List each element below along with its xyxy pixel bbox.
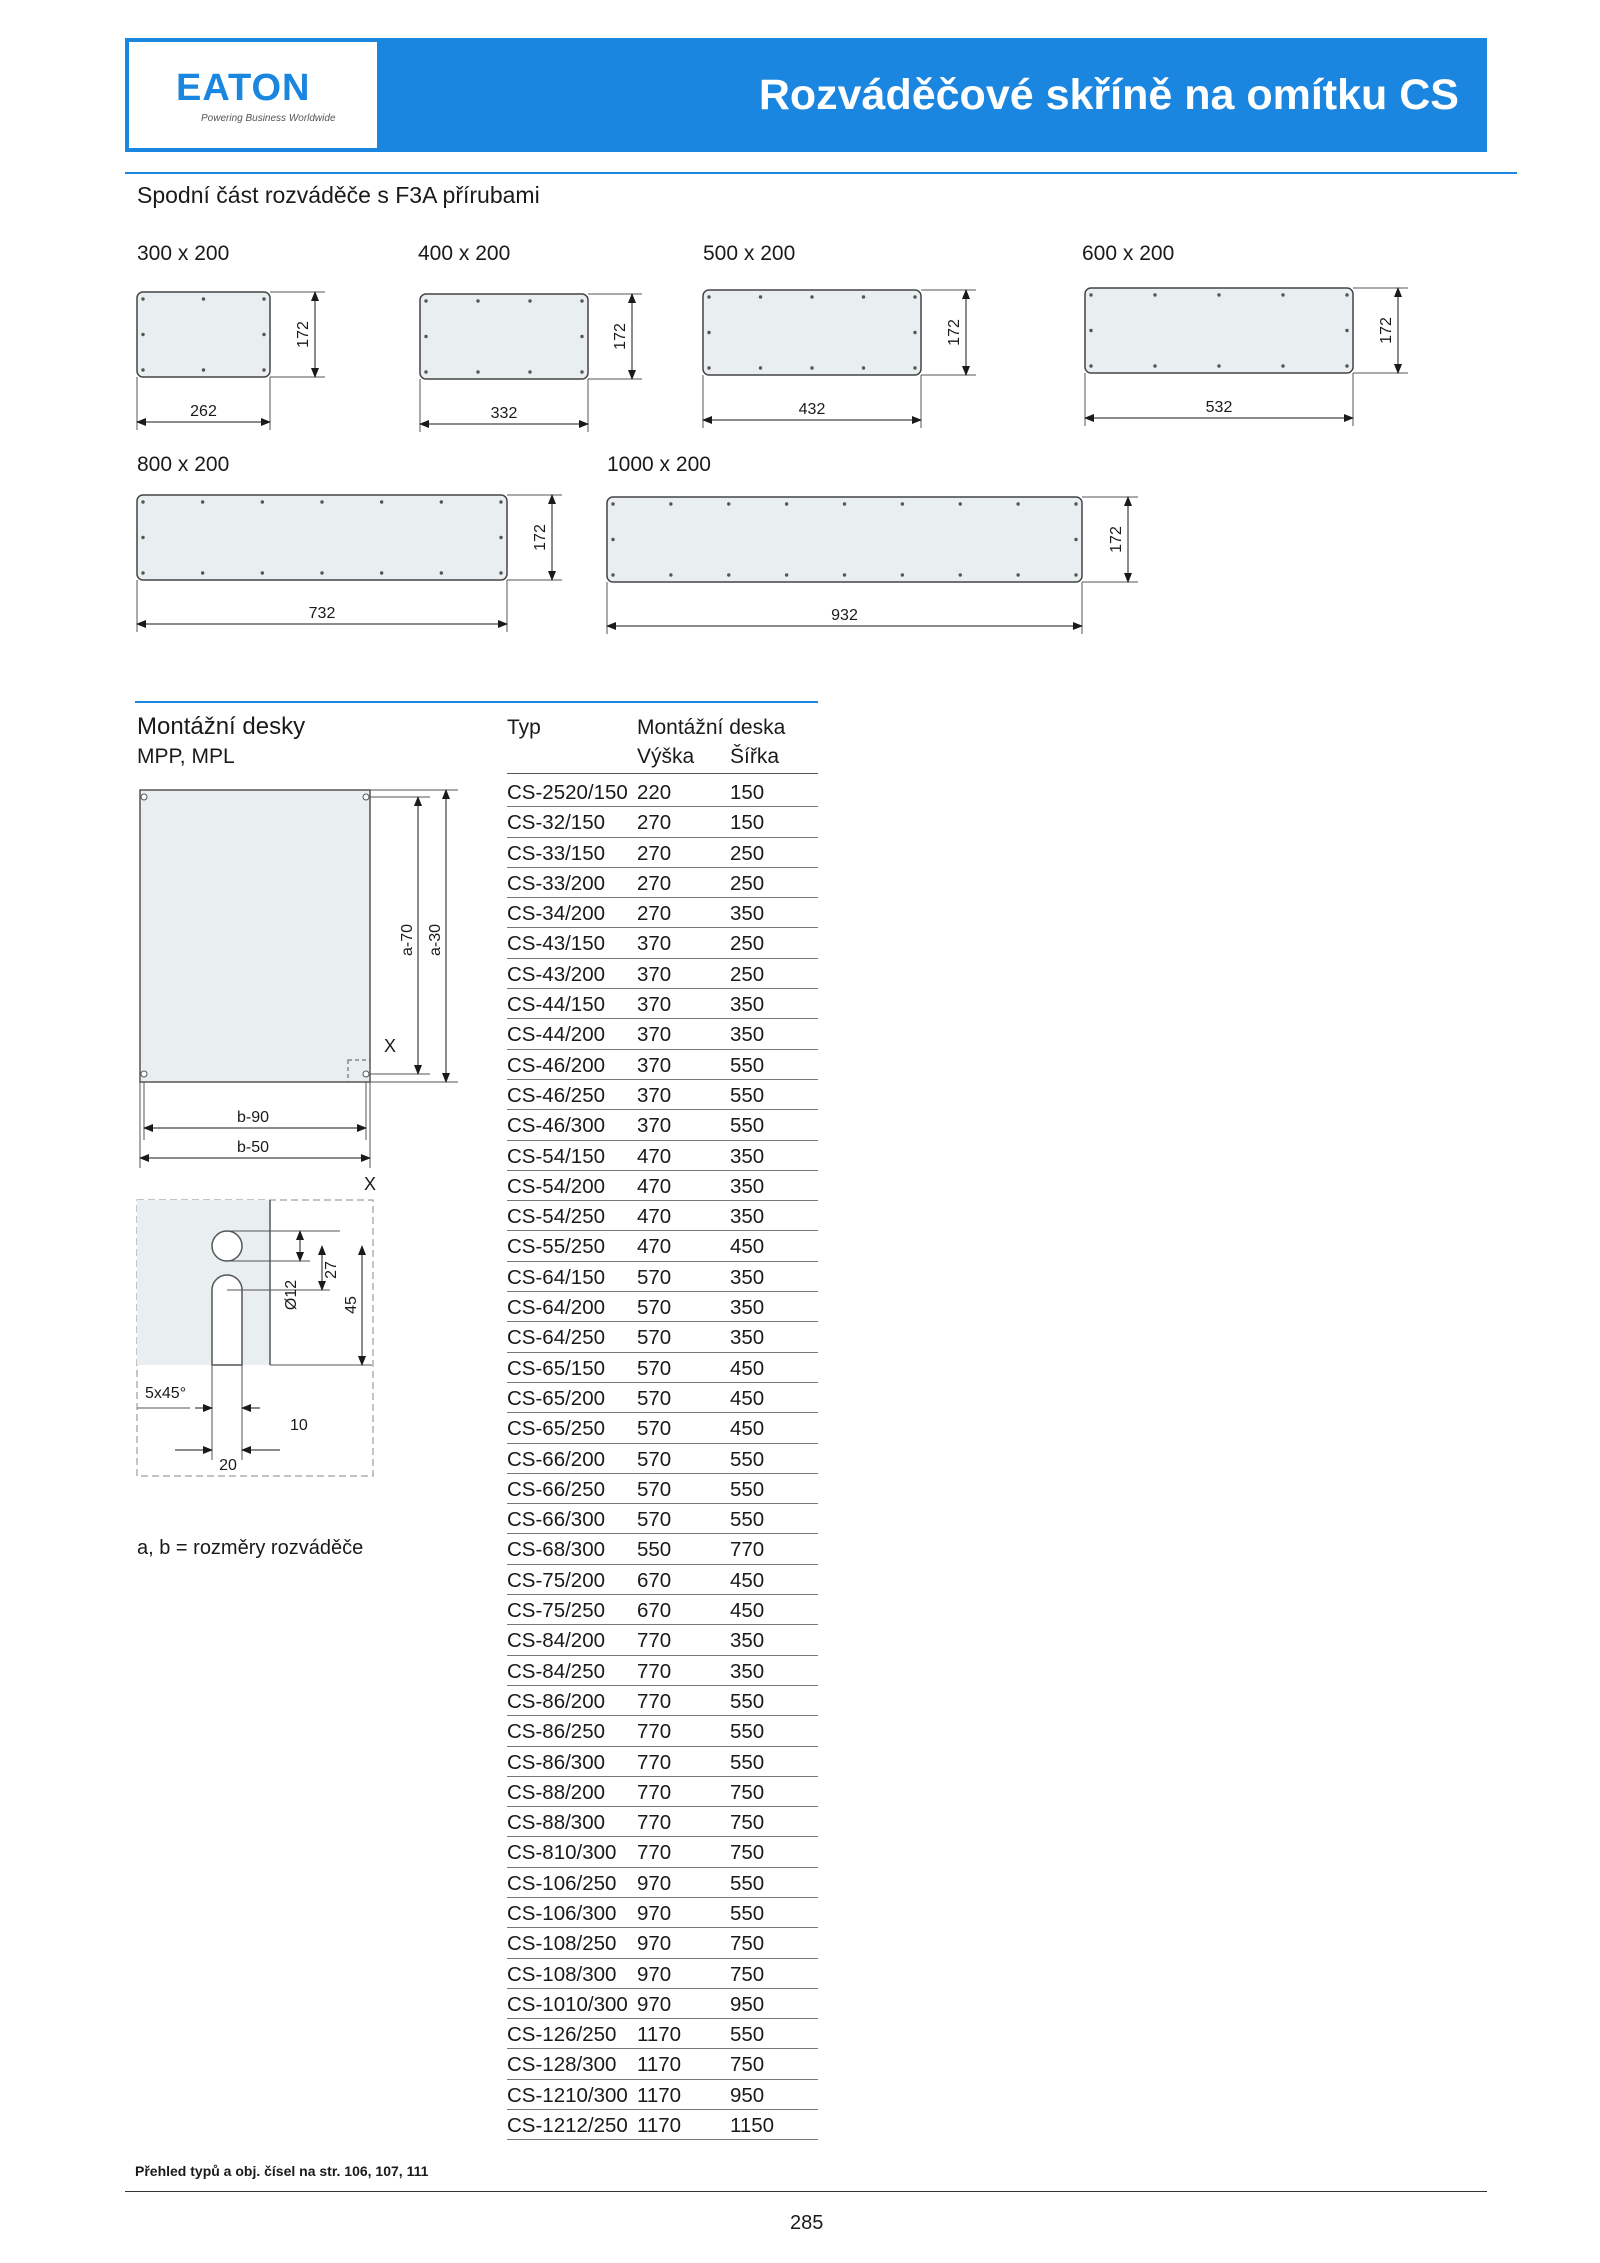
cell-type: CS-810/300 (507, 1841, 617, 1865)
cell-type: CS-1010/300 (507, 1992, 628, 2016)
cell-height: 570 (637, 1447, 672, 1471)
detail-label-x: X (364, 1174, 377, 1194)
table-row (507, 868, 818, 898)
bottom-panel-3 (1085, 288, 1408, 426)
cell-width: 350 (730, 1326, 765, 1350)
table-row (507, 1413, 818, 1443)
cell-type: CS-75/250 (507, 1599, 606, 1623)
cell-width: 250 (730, 932, 765, 956)
col-header-group: Montážní deska (637, 716, 786, 739)
table-row (507, 1171, 818, 1201)
cell-type: CS-33/200 (507, 871, 606, 895)
cell-type: CS-75/200 (507, 1568, 606, 1592)
cell-width: 350 (730, 1659, 765, 1683)
table-row (507, 1141, 818, 1171)
cell-height: 970 (637, 1962, 672, 1986)
table-row (507, 838, 818, 868)
panel-label-600: 600 x 200 (1082, 242, 1175, 265)
table-row (507, 1686, 818, 1716)
cell-type: CS-65/200 (507, 1386, 606, 1410)
cell-type: CS-32/150 (507, 811, 606, 835)
panel-width-label: 432 (798, 401, 826, 418)
cell-type: CS-86/250 (507, 1720, 606, 1744)
cell-height: 570 (637, 1417, 672, 1441)
cell-height: 970 (637, 1932, 672, 1956)
cell-height: 470 (637, 1174, 672, 1198)
cell-type: CS-43/200 (507, 962, 606, 986)
cell-height: 570 (637, 1296, 672, 1320)
panel-outline (1085, 288, 1353, 373)
cell-type: CS-126/250 (507, 2023, 617, 2047)
cell-width: 450 (730, 1356, 765, 1380)
cell-width: 350 (730, 1174, 765, 1198)
cell-height: 370 (637, 1053, 672, 1077)
cell-height: 770 (637, 1720, 672, 1744)
panel-label-1000: 1000 x 200 (607, 453, 711, 476)
panel-height-label: 172 (295, 321, 312, 348)
col-header-type: Typ (507, 716, 541, 739)
table-row (507, 1292, 818, 1322)
panel-label-800: 800 x 200 (137, 453, 230, 476)
table-row (507, 1747, 818, 1777)
cell-height: 370 (637, 1023, 672, 1047)
cell-width: 750 (730, 1811, 765, 1835)
dim-d10: 10 (290, 1417, 308, 1434)
panel-width-label: 732 (308, 605, 336, 622)
mounting-subtitle: MPP, MPL (137, 745, 235, 768)
cell-type: CS-64/200 (507, 1296, 606, 1320)
cell-width: 150 (730, 811, 765, 835)
table-row (507, 1959, 818, 1989)
panel-label-300: 300 x 200 (137, 242, 230, 265)
cell-type: CS-44/200 (507, 1023, 606, 1047)
cell-height: 470 (637, 1144, 672, 1168)
cell-height: 370 (637, 1114, 672, 1138)
cell-width: 350 (730, 1296, 765, 1320)
cell-width: 450 (730, 1235, 765, 1259)
cell-width: 450 (730, 1386, 765, 1410)
table-row (507, 807, 818, 837)
table-row (507, 1534, 818, 1564)
table-row (507, 1080, 818, 1110)
cell-type: CS-46/250 (507, 1083, 606, 1107)
page-number: 285 (790, 2212, 824, 2234)
cell-type: CS-55/250 (507, 1235, 606, 1259)
table-row (507, 1231, 818, 1261)
cell-type: CS-46/300 (507, 1114, 606, 1138)
dim-b50: b-50 (236, 1139, 270, 1156)
cell-height: 770 (637, 1629, 672, 1653)
cell-type: CS-106/250 (507, 1871, 617, 1895)
panel-height-label: 172 (532, 524, 549, 551)
cell-width: 950 (730, 2083, 765, 2107)
cell-type: CS-43/150 (507, 932, 606, 956)
cell-type: CS-65/150 (507, 1356, 606, 1380)
panel-label-500: 500 x 200 (703, 242, 796, 265)
table-row (507, 1322, 818, 1352)
cell-type: CS-106/300 (507, 1901, 617, 1925)
table-row (507, 1262, 818, 1292)
cell-width: 150 (730, 781, 765, 804)
cell-height: 1170 (637, 2083, 682, 2107)
cell-height: 370 (637, 962, 672, 986)
cell-height: 1170 (637, 2053, 682, 2077)
cell-type: CS-1210/300 (507, 2083, 628, 2107)
table-row (507, 2049, 818, 2079)
mounting-plate (140, 790, 370, 1082)
cell-width: 750 (730, 2053, 765, 2077)
cell-width: 750 (730, 1932, 765, 1956)
cell-type: CS-86/200 (507, 1689, 606, 1713)
cell-height: 550 (637, 1538, 672, 1562)
table-row (507, 1504, 818, 1534)
panel-width-label: 262 (190, 403, 217, 420)
cell-width: 550 (730, 1689, 765, 1713)
cell-height: 770 (637, 1659, 672, 1683)
table-row (507, 1595, 818, 1625)
panel-label-400: 400 x 200 (418, 242, 511, 265)
cell-width: 450 (730, 1599, 765, 1623)
panel-height-label: 172 (1378, 317, 1395, 344)
table-row (507, 1625, 818, 1655)
dim-d27: 27 (323, 1261, 340, 1279)
dim-d45: 45 (343, 1296, 360, 1314)
cell-type: CS-33/150 (507, 841, 606, 865)
panel-width-label: 532 (1205, 399, 1233, 416)
cell-type: CS-128/300 (507, 2053, 617, 2077)
label-x: X (384, 1036, 397, 1056)
dim-a70: a-70 (399, 923, 416, 957)
cell-height: 670 (637, 1568, 672, 1592)
cell-type: CS-108/300 (507, 1962, 617, 1986)
cell-width: 350 (730, 1144, 765, 1168)
cell-height: 670 (637, 1599, 672, 1623)
cell-width: 250 (730, 962, 765, 986)
panel-height-label: 172 (1108, 526, 1125, 553)
table-row (507, 1807, 818, 1837)
cell-type: CS-54/200 (507, 1174, 606, 1198)
cell-width: 550 (730, 1750, 765, 1774)
logo-wordmark: EATON (176, 67, 311, 109)
cell-width: 550 (730, 1114, 765, 1138)
cell-height: 270 (637, 871, 672, 895)
cell-width: 550 (730, 1901, 765, 1925)
cell-width: 750 (730, 1780, 765, 1804)
cell-height: 770 (637, 1689, 672, 1713)
cell-type: CS-34/200 (507, 902, 606, 926)
cell-height: 220 (637, 781, 672, 804)
cell-type: CS-84/250 (507, 1659, 606, 1683)
cell-height: 770 (637, 1750, 672, 1774)
cell-width: 1150 (730, 2114, 775, 2138)
cell-height: 570 (637, 1265, 672, 1289)
cell-width: 770 (730, 1538, 765, 1562)
footer-divider (125, 2191, 1487, 2192)
cell-width: 550 (730, 1447, 765, 1471)
table-row (507, 1777, 818, 1807)
table-row (507, 2019, 818, 2049)
table-row (507, 1474, 818, 1504)
cell-height: 570 (637, 1508, 672, 1532)
table-row (507, 1837, 818, 1867)
cell-type: CS-84/200 (507, 1629, 606, 1653)
cell-width: 750 (730, 1841, 765, 1865)
cell-width: 550 (730, 2023, 765, 2047)
cell-width: 350 (730, 1023, 765, 1047)
mounting-title: Montážní desky (137, 713, 306, 740)
cell-height: 970 (637, 1871, 672, 1895)
cell-width: 550 (730, 1508, 765, 1532)
cell-type: CS-88/200 (507, 1780, 606, 1804)
cell-type: CS-44/150 (507, 993, 606, 1017)
cell-width: 350 (730, 1205, 765, 1229)
cell-height: 570 (637, 1386, 672, 1410)
dim-d20: 20 (219, 1457, 237, 1474)
cell-height: 770 (637, 1811, 672, 1835)
table-row (507, 1716, 818, 1746)
cell-type: CS-108/250 (507, 1932, 617, 1956)
dim-chamfer: 5x45° (145, 1385, 187, 1402)
cell-height: 270 (637, 841, 672, 865)
table-row (507, 989, 818, 1019)
cell-type: CS-88/300 (507, 1811, 606, 1835)
cell-height: 570 (637, 1326, 672, 1350)
table-row (507, 1989, 818, 2019)
cell-type: CS-64/150 (507, 1265, 606, 1289)
cell-type: CS-54/150 (507, 1144, 606, 1168)
cell-height: 1170 (637, 2023, 682, 2047)
mounting-plate-table (507, 777, 818, 2140)
dim-b90: b-90 (236, 1109, 270, 1126)
cell-height: 970 (637, 1992, 672, 2016)
col-header-height: Výška (637, 745, 695, 768)
cell-width: 450 (730, 1568, 765, 1592)
table-row (507, 2080, 818, 2110)
logo-tagline: Powering Business Worldwide (201, 113, 336, 124)
cell-width: 250 (730, 871, 765, 895)
table-row (507, 1353, 818, 1383)
table-row (507, 898, 818, 928)
cell-type: CS-64/250 (507, 1326, 606, 1350)
table-row (507, 1565, 818, 1595)
table-row (507, 2110, 818, 2140)
cell-height: 570 (637, 1356, 672, 1380)
panel-width-label: 932 (831, 607, 858, 624)
dim-d12: Ø12 (283, 1279, 300, 1311)
cell-width: 550 (730, 1053, 765, 1077)
table-row (507, 928, 818, 958)
cell-width: 350 (730, 993, 765, 1017)
dim-a30: a-30 (427, 923, 444, 957)
cell-width: 950 (730, 1992, 765, 2016)
cell-width: 550 (730, 1083, 765, 1107)
cell-width: 350 (730, 1265, 765, 1289)
detail-plate-corner (137, 1200, 270, 1365)
cell-type: CS-66/250 (507, 1477, 606, 1501)
cell-type: CS-86/300 (507, 1750, 606, 1774)
table-row (507, 1019, 818, 1049)
panel-height-label: 172 (946, 319, 963, 346)
cell-height: 1170 (637, 2114, 682, 2138)
col-header-width: Šířka (730, 745, 780, 768)
cell-type: CS-1212/250 (507, 2114, 628, 2138)
panel-height-label: 172 (612, 323, 629, 350)
cell-height: 470 (637, 1235, 672, 1259)
footer-note: Přehled typů a obj. čísel na str. 106, 107, 111 (135, 2163, 429, 2179)
table-header-rule (507, 773, 818, 774)
cell-width: 250 (730, 841, 765, 865)
table-row (507, 1928, 818, 1958)
dimension-note: a, b = rozměry rozváděče (137, 1537, 364, 1559)
cell-height: 370 (637, 1083, 672, 1107)
cell-width: 550 (730, 1720, 765, 1744)
page-title: Rozváděčové skříně na omítku CS (758, 71, 1459, 119)
cell-width: 550 (730, 1871, 765, 1895)
cell-type: CS-2520/150 (507, 781, 628, 804)
cell-height: 770 (637, 1780, 672, 1804)
cell-height: 570 (637, 1477, 672, 1501)
cell-width: 550 (730, 1477, 765, 1501)
table-row (507, 1868, 818, 1898)
cell-width: 350 (730, 902, 765, 926)
cell-type: CS-66/300 (507, 1508, 606, 1532)
cell-height: 370 (637, 932, 672, 956)
cell-type: CS-68/300 (507, 1538, 606, 1562)
table-row (507, 1898, 818, 1928)
bottom-section-title: Spodní část rozváděče s F3A přírubami (137, 182, 540, 208)
cell-type: CS-66/200 (507, 1447, 606, 1471)
table-row (507, 777, 818, 807)
cell-height: 270 (637, 902, 672, 926)
cell-height: 770 (637, 1841, 672, 1865)
cell-height: 370 (637, 993, 672, 1017)
panel-width-label: 332 (490, 405, 518, 422)
cell-type: CS-65/250 (507, 1417, 606, 1441)
table-row (507, 1050, 818, 1080)
cell-width: 450 (730, 1417, 765, 1441)
table-row (507, 1656, 818, 1686)
cell-width: 750 (730, 1962, 765, 1986)
table-row (507, 1201, 818, 1231)
cell-height: 270 (637, 811, 672, 835)
table-row (507, 959, 818, 989)
table-row (507, 1110, 818, 1140)
cell-type: CS-46/200 (507, 1053, 606, 1077)
cell-height: 470 (637, 1205, 672, 1229)
cell-type: CS-54/250 (507, 1205, 606, 1229)
cell-height: 970 (637, 1901, 672, 1925)
cell-width: 350 (730, 1629, 765, 1653)
table-row (507, 1383, 818, 1413)
table-row (507, 1444, 818, 1474)
